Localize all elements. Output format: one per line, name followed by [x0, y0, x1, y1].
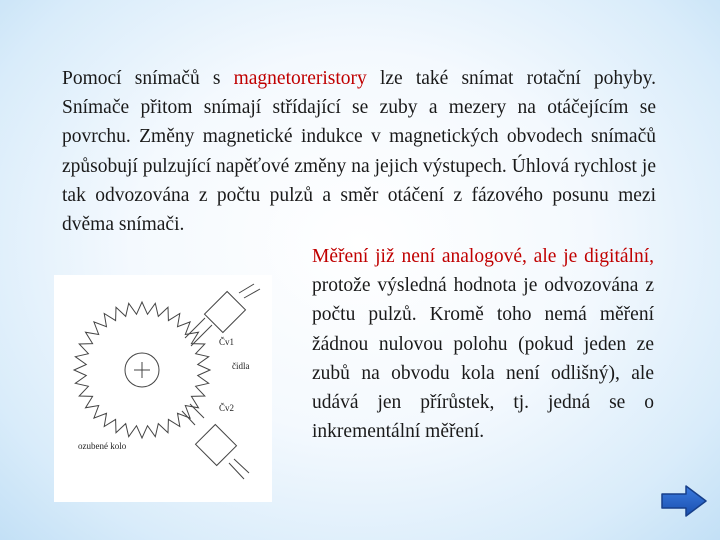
intro-rest-text: lze také snímat rotační pohyby. Snímače přitom snímají střídající se zuby a mezery na otáčejícím se povrchu. Změny magnetické indukce v magnetických obvodech snímačů způsobují pulzující napěťové změny na jejich výstupech. Úhlová rychlost je tak odvozována z počtu pulzů a směr otáčení z fázového posunu mezi dvěma snímači.	[62, 68, 656, 236]
sensors-label: čidla	[232, 361, 250, 371]
wheel-label: ozubené kolo	[78, 441, 127, 451]
intro-paragraph	[62, 64, 656, 239]
next-slide-button[interactable]	[660, 484, 708, 518]
digital-measurement-paragraph	[312, 242, 654, 446]
digital-highlight: Měření již není analogové, ale je digitální,	[312, 246, 654, 267]
gear-sensor-figure	[54, 275, 272, 502]
magnetoresistor-term: magnetoreristory	[233, 68, 367, 89]
gear-sensor-diagram	[54, 275, 272, 502]
intro-lead-text: Pomocí snímačů s	[62, 68, 234, 89]
sensor-2-label: Čv2	[219, 403, 235, 413]
arrow-right-icon	[660, 484, 708, 518]
sensor-1-label: Čv1	[219, 337, 235, 347]
digital-rest-text: protože výsledná hodnota je odvozována z počtu pulzů. Kromě toho nemá měření žádnou nulovou polohu (pokud jeden ze zubů na obvodu kola není odlišný), ale udává jen přírůstek, tj. jedná se o inkrementální měření.	[312, 275, 654, 443]
sensor-2	[182, 404, 249, 479]
